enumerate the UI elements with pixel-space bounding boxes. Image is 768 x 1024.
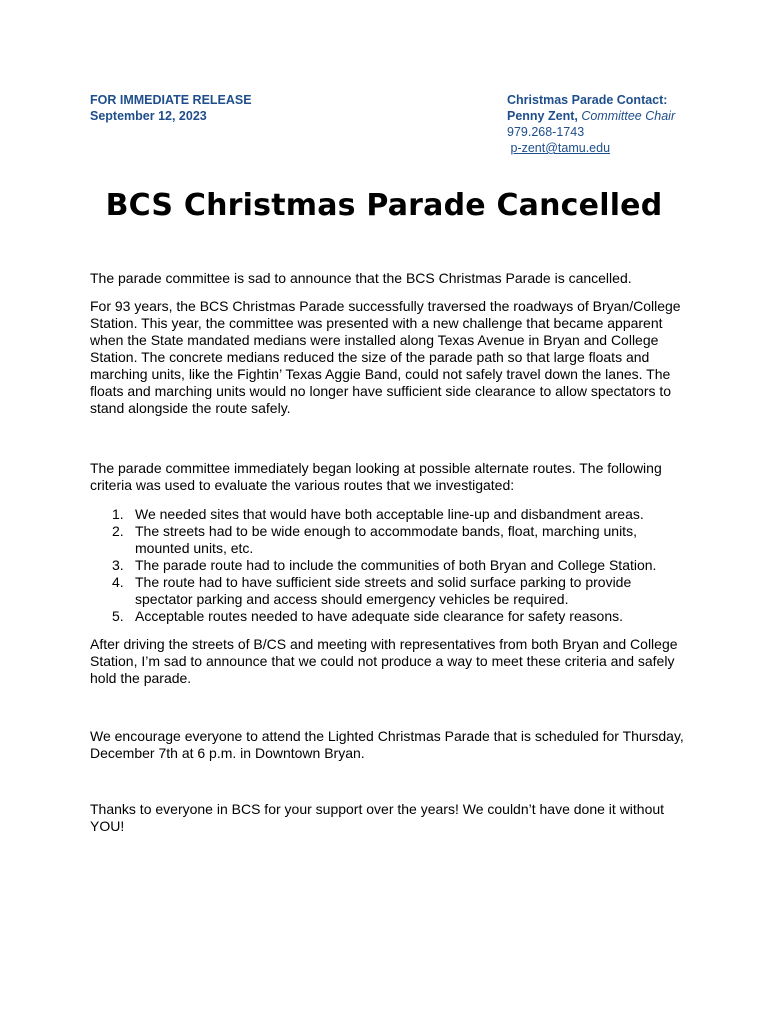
list-item-number: 5. [112,608,124,624]
release-date: September 12, 2023 [90,109,207,123]
release-label: FOR IMMEDIATE RELEASE [90,93,252,107]
paragraph-conclusion: After driving the streets of B/CS and meeting with representatives from both Bryan and College Station, I’m sad to announce that we could not produce a way to meet these criteria and safely hold the parade. [90,636,678,686]
contact-email-link[interactable]: p-zent@tamu.edu [510,141,611,155]
list-item [90,574,690,608]
paragraph-announcement: The parade committee is sad to announce that the BCS Christmas Parade is cancelled. [90,270,632,286]
list-item [90,506,690,523]
page-title: BCS Christmas Parade Cancelled [105,188,663,223]
list-item [90,608,690,625]
paragraph-thanks: Thanks to everyone in BCS for your support over the years! We couldn’t have done it without YOU! [90,801,665,834]
contact-name: Penny Zent, [507,109,578,123]
release-info [90,92,252,124]
list-item [90,557,690,574]
list-item-text: The streets had to be wide enough to accommodate bands, float, marching units, mounted units, etc. [135,523,637,556]
list-item-number: 1. [112,506,124,522]
contact-role: Committee Chair [581,109,676,123]
contact-phone: 979.268-1743 [507,125,585,139]
paragraph-history: For 93 years, the BCS Christmas Parade successfully traversed the roadways of Bryan/College Station. This year, the committee was presented with a new challenge that became apparent when the State mandated medians were installed along Texas Avenue in Bryan and College Station. The concrete medians reduced the size of the parade path so that large floats and marching units, like the Fightin’ Texas Aggie Band, could not safely travel down the lanes. The floats and marching units would no longer have sufficient side clearance to allow spectators to stand alongside the route safely. [90,298,681,416]
contact-label: Christmas Parade Contact: [507,93,668,107]
list-item-text: The parade route had to include the communities of both Bryan and College Station. [135,557,657,573]
list-item-text: Acceptable routes needed to have adequate side clearance for safety reasons. [135,608,623,624]
list-item-text: The route had to have sufficient side streets and solid surface parking to provide spectator parking and access should emergency vehicles be required. [135,574,632,607]
list-item-number: 3. [112,557,124,573]
list-item [90,523,690,557]
criteria-list [90,506,690,625]
paragraph-routes: The parade committee immediately began looking at possible alternate routes. The following criteria was used to evaluate the various routes that we investigated: [90,460,662,493]
contact-name-line [507,108,675,124]
list-item-text: We needed sites that would have both acceptable line-up and disbandment areas. [135,506,644,522]
list-item-number: 4. [112,574,124,590]
list-item-number: 2. [112,523,124,539]
contact-block [507,92,675,156]
paragraph-lighted-parade: We encourage everyone to attend the Lighted Christmas Parade that is scheduled for Thursday, December 7th at 6 p.m. in Downtown Bryan. [90,728,684,761]
